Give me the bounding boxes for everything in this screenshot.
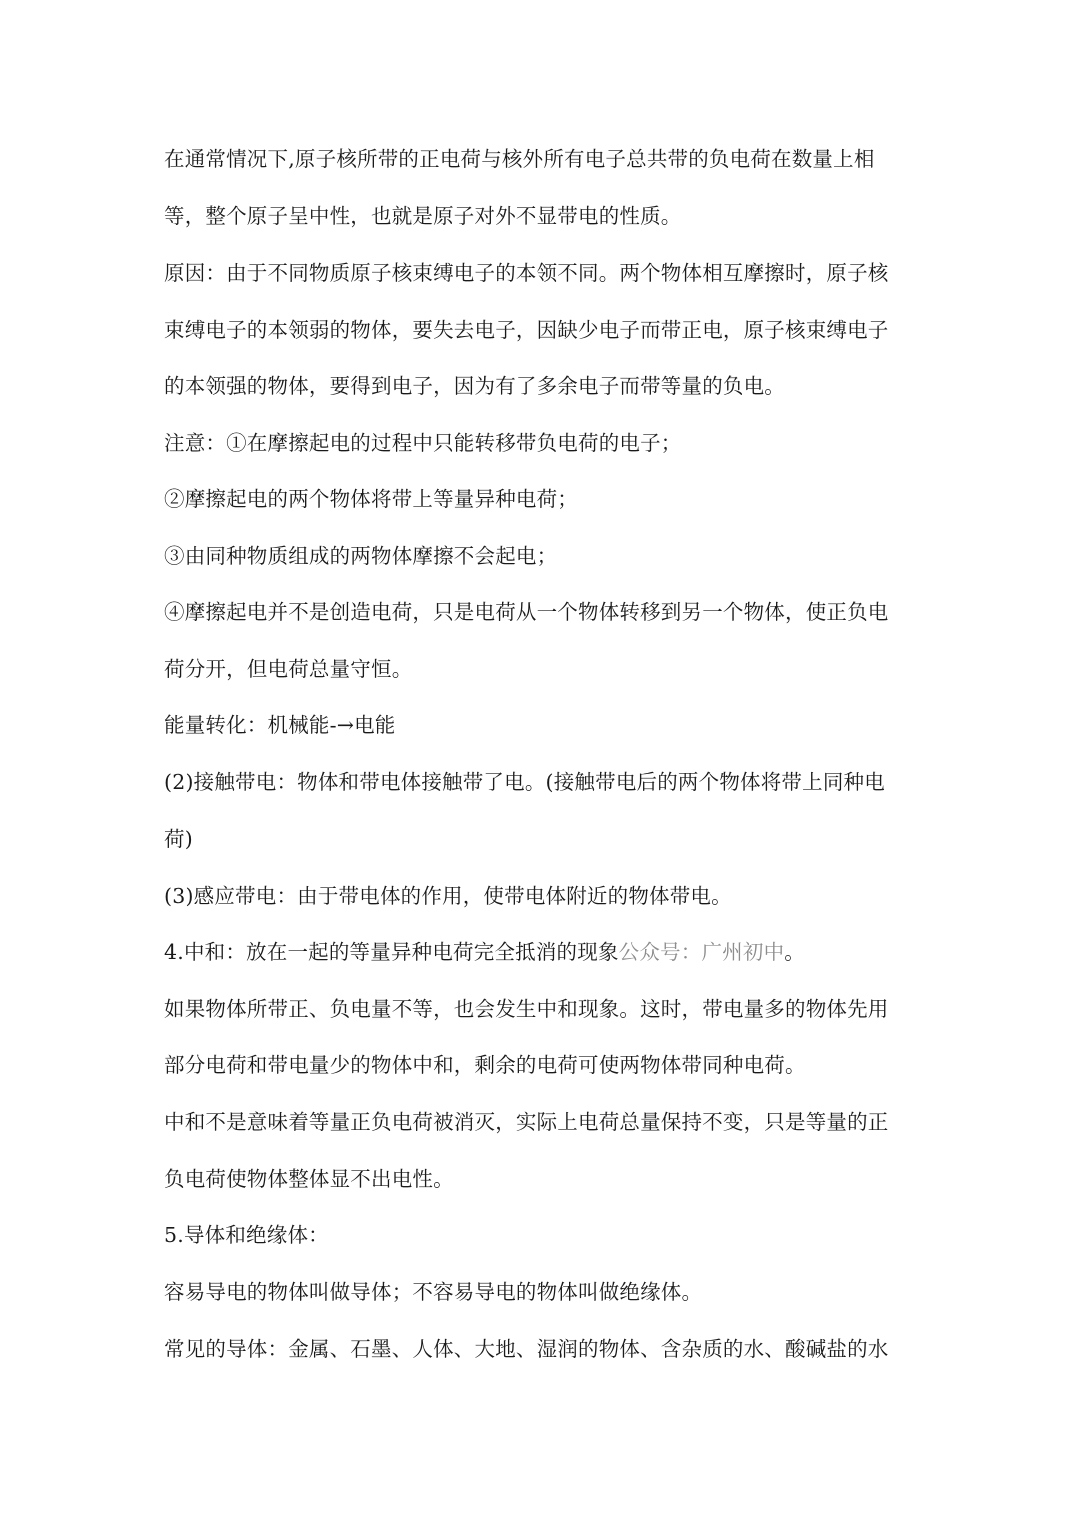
paragraph-line: 等，整个原子呈中性，也就是原子对外不显带电的性质。 — [164, 204, 682, 228]
note-item-4: ④摩擦起电并不是创造电荷，只是电荷从一个物体转移到另一个物体，使正负电 — [164, 600, 889, 624]
contact-charging-line: (2)接触带电：物体和带电体接触带了电。(接触带电后的两个物体将带上同种电 — [164, 770, 885, 794]
paragraph-line: 负电荷使物体整体显不出电性。 — [164, 1167, 454, 1191]
paragraph-line: 常见的导体：金属、石墨、人体、大地、湿润的物体、含杂质的水、酸碱盐的水 — [164, 1337, 889, 1361]
paragraph-line: 荷) — [164, 827, 193, 851]
paragraph-line: 荷分开，但电荷总量守恒。 — [164, 657, 413, 681]
paragraph-line: 束缚电子的本领弱的物体，要失去电子，因缺少电子而带正电，原子核束缚电子 — [164, 318, 889, 342]
paragraph-line: 部分电荷和带电量少的物体中和，剩余的电荷可使两物体带同种电荷。 — [164, 1053, 806, 1077]
neutralization-text: 4.中和：放在一起的等量异种电荷完全抵消的现象 — [164, 940, 619, 964]
watermark-text: 公众号：广州初中 — [618, 940, 785, 964]
paragraph-line: 原因：由于不同物质原子核束缚电子的本领不同。两个物体相互摩擦时，原子核 — [164, 261, 889, 285]
note-item-2: ②摩擦起电的两个物体将带上等量异种电荷； — [164, 487, 578, 511]
energy-conversion-line: 能量转化：机械能-→电能 — [164, 713, 396, 737]
period-text: 。 — [784, 940, 805, 964]
note-heading-line: 注意：①在摩擦起电的过程中只能转移带负电荷的电子； — [164, 431, 682, 455]
paragraph-line: 的本领强的物体，要得到电子，因为有了多余电子而带等量的负电。 — [164, 374, 785, 398]
induction-charging-line: (3)感应带电：由于带电体的作用，使带电体附近的物体带电。 — [164, 884, 732, 908]
section-heading: 5.导体和绝缘体： — [164, 1223, 329, 1247]
neutralization-line — [164, 937, 924, 967]
paragraph-line: 容易导电的物体叫做导体；不容易导电的物体叫做绝缘体。 — [164, 1280, 703, 1304]
paragraph-line: 中和不是意味着等量正负电荷被消灭，实际上电荷总量保持不变，只是等量的正 — [164, 1110, 889, 1134]
paragraph-line: 如果物体所带正、负电量不等，也会发生中和现象。这时，带电量多的物体先用 — [164, 997, 889, 1021]
note-item-3: ③由同种物质组成的两物体摩擦不会起电； — [164, 544, 558, 568]
paragraph-line: 在通常情况下,原子核所带的正电荷与核外所有电子总共带的负电荷在数量上相 — [164, 147, 875, 171]
